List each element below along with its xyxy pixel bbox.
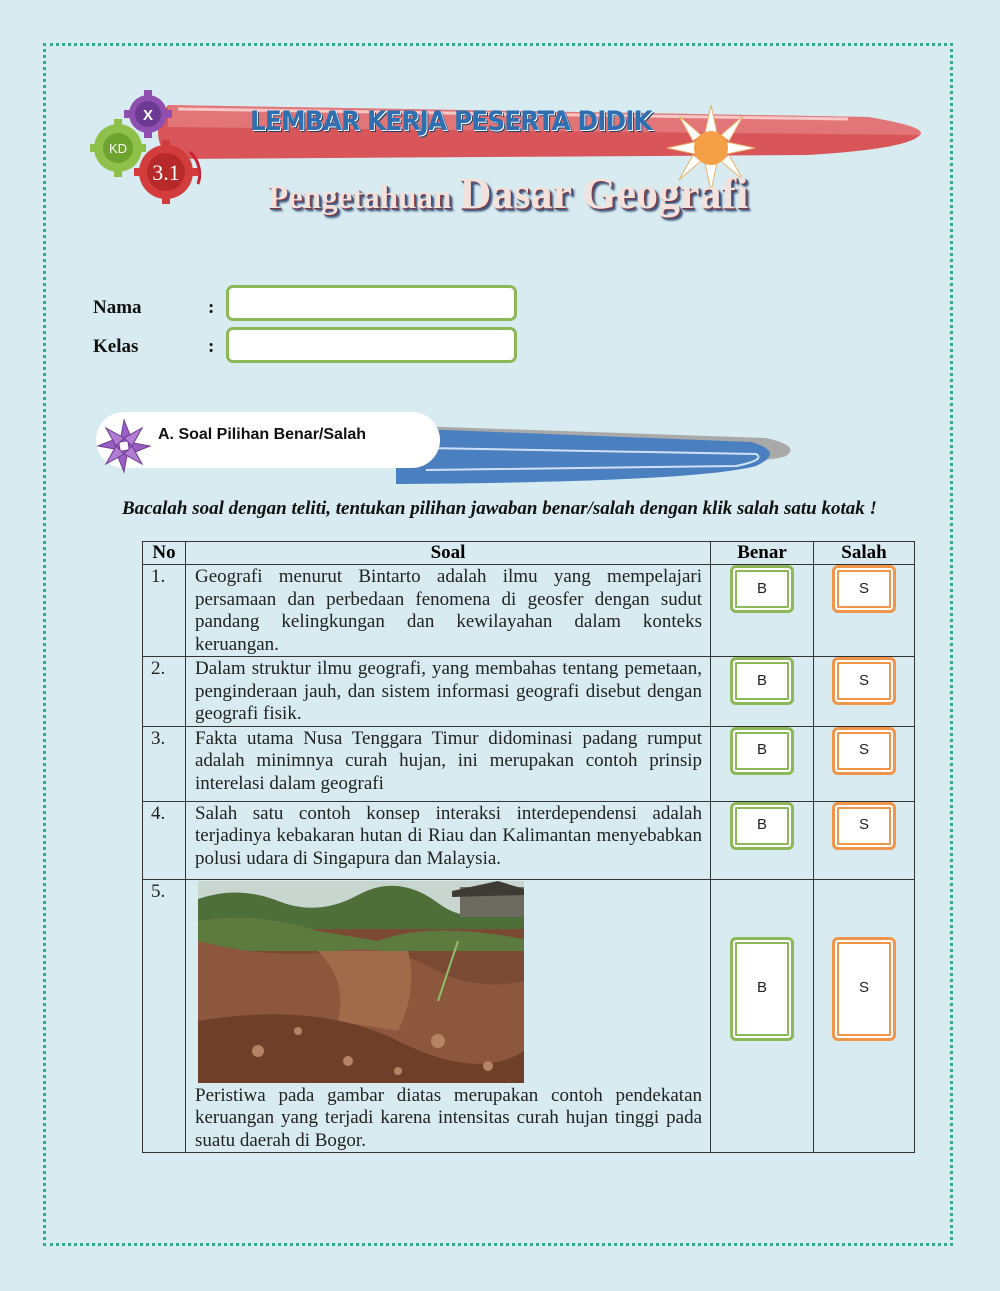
table-header-row <box>143 542 915 565</box>
worksheet-subtitle <box>268 168 748 219</box>
question-number: 4. <box>143 801 186 879</box>
subtitle-part-2: Dasar <box>459 169 583 218</box>
true-cell <box>711 726 814 801</box>
questions-table <box>142 541 915 1153</box>
instruction-text: Bacalah soal dengan teliti, tentukan pilihan jawaban benar/salah dengan klik salah satu kotak ! <box>122 498 877 519</box>
badge-kd-text: KD <box>108 141 128 156</box>
header-benar: Benar <box>711 542 814 565</box>
true-cell <box>711 565 814 657</box>
kd-gear-badge <box>86 88 216 208</box>
false-answer-box[interactable]: S <box>832 802 896 850</box>
false-cell <box>814 657 915 727</box>
question-number: 2. <box>143 657 186 727</box>
class-label: Kelas <box>93 336 139 357</box>
true-cell <box>711 657 814 727</box>
question-cell <box>186 879 711 1153</box>
header-soal: Soal <box>186 542 711 565</box>
question-number: 5. <box>143 879 186 1153</box>
table-row <box>143 657 915 727</box>
table-row <box>143 879 915 1153</box>
false-answer-box[interactable]: S <box>832 727 896 775</box>
true-cell <box>711 801 814 879</box>
true-answer-box[interactable]: B <box>730 802 794 850</box>
true-cell <box>711 879 814 1153</box>
table-row <box>143 565 915 657</box>
section-header-bar <box>96 408 796 488</box>
table-row <box>143 726 915 801</box>
false-answer-box[interactable]: S <box>832 565 896 613</box>
class-input[interactable] <box>226 327 517 363</box>
false-cell <box>814 565 915 657</box>
question-text: Geografi menurut Bintarto adalah ilmu yang mempelajari persamaan dan perbedaan fenomena di geosfer dengan sudut pandang kelingkungan dan kewilayahan dalam konteks keruangan. <box>186 565 711 657</box>
question-text: Salah satu contoh konsep interaksi interdependensi adalah terjadinya kebakaran hutan di Riau dan Kalimantan menyebabkan polusi udara di Singapura dan Malaysia. <box>186 801 711 879</box>
question-text: Fakta utama Nusa Tenggara Timur didominasi padang rumput adalah minimnya curah hujan, ini merupakan contoh prinsip interelasi dalam geografi <box>186 726 711 801</box>
header-no: No <box>143 542 186 565</box>
true-answer-box[interactable]: B <box>730 657 794 705</box>
question-text: Dalam struktur ilmu geografi, yang membahas tentang pemetaan, penginderaan jauh, dan sistem informasi geografi disebut dengan geografi fisik. <box>186 657 711 727</box>
name-input[interactable] <box>226 285 517 321</box>
false-cell <box>814 879 915 1153</box>
header-salah: Salah <box>814 542 915 565</box>
question-text: Peristiwa pada gambar diatas merupakan contoh pendekatan keruangan yang terjadi karena intensitas curah hujan tinggi pada suatu daerah di Bogor. <box>195 1084 702 1151</box>
true-answer-box[interactable]: B <box>730 937 794 1041</box>
question-number: 1. <box>143 565 186 657</box>
table-row <box>143 801 915 879</box>
true-answer-box[interactable]: B <box>730 727 794 775</box>
class-colon: : <box>208 336 215 357</box>
false-answer-box[interactable]: S <box>832 937 896 1041</box>
false-answer-box[interactable]: S <box>832 657 896 705</box>
false-cell <box>814 801 915 879</box>
badge-x-text: X <box>142 107 154 124</box>
worksheet-title: LEMBAR KERJA PESERTA DIDIK <box>250 106 652 137</box>
badge-number-text: 3.1 <box>152 160 180 185</box>
subtitle-part-3: Geografi <box>582 169 749 218</box>
question-number: 3. <box>143 726 186 801</box>
name-colon: : <box>208 297 215 318</box>
true-answer-box[interactable]: B <box>730 565 794 613</box>
section-title: A. Soal Pilihan Benar/Salah <box>158 426 367 443</box>
false-cell <box>814 726 915 801</box>
subtitle-part-1: Pengetahuan <box>268 180 460 216</box>
name-label: Nama <box>93 297 142 318</box>
landslide-photo <box>198 881 524 1083</box>
